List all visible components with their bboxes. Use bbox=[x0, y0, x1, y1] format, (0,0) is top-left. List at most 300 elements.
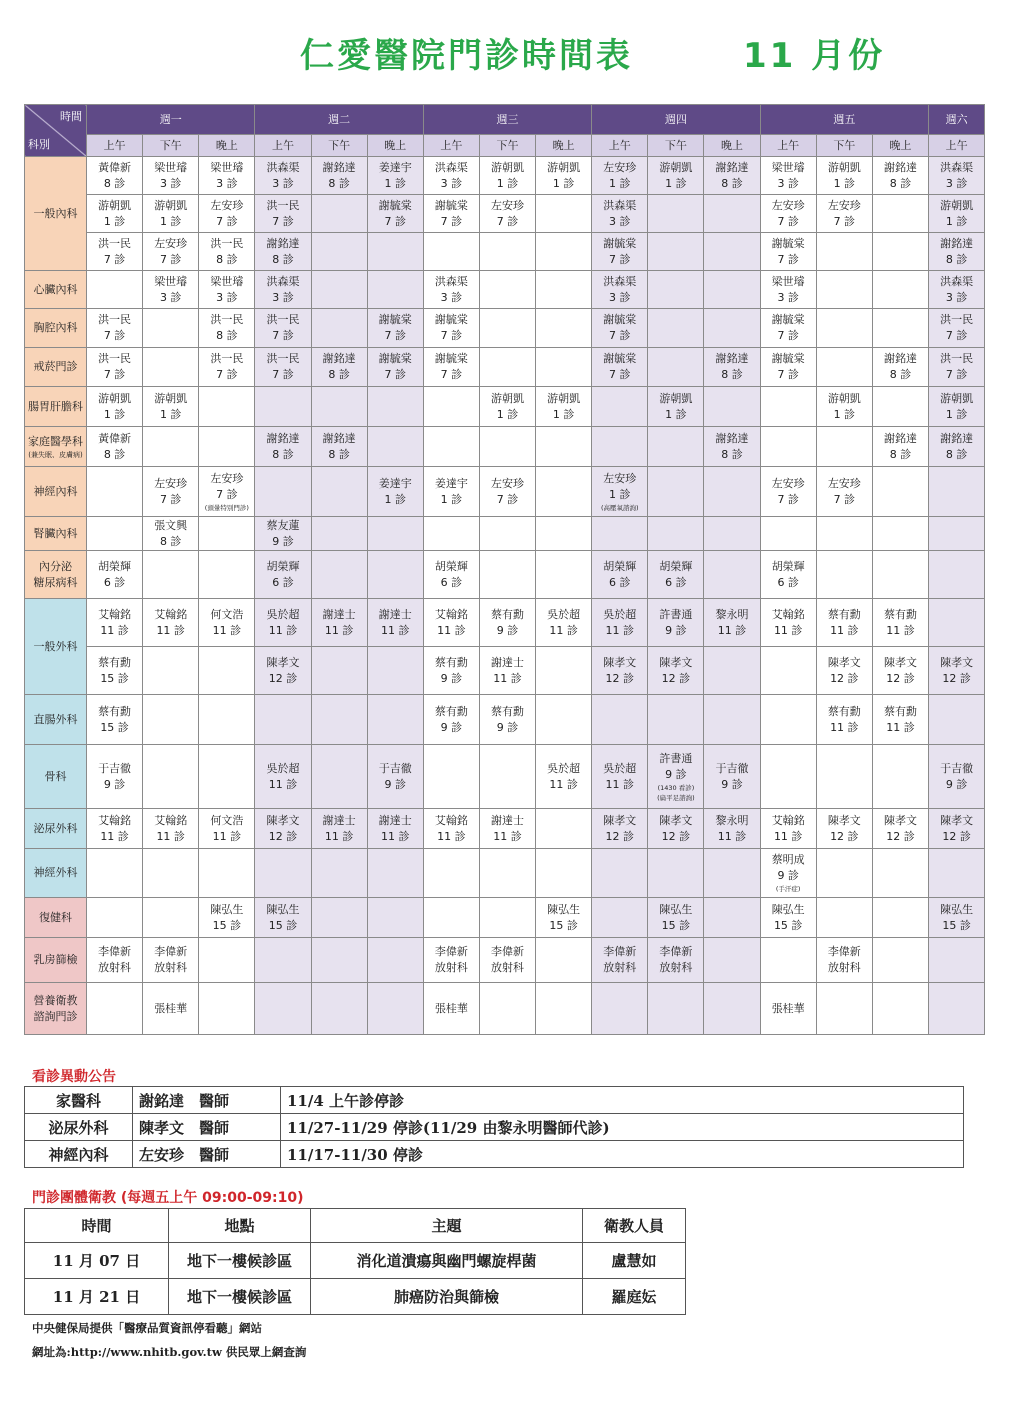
clinic-room: 11 診 bbox=[437, 623, 466, 637]
clinic-room: 1 診 bbox=[496, 407, 519, 421]
clinic-room: 9 診 bbox=[777, 869, 799, 882]
schedule-cell-empty bbox=[704, 647, 760, 695]
schedule-cell bbox=[255, 745, 311, 809]
schedule-cell-empty bbox=[536, 551, 592, 599]
day-header-sat: 週六 bbox=[929, 105, 985, 135]
doctor-name: 游朝凱 bbox=[827, 391, 861, 405]
schedule-cell-empty bbox=[367, 233, 423, 271]
doctor-name: 謝毓棠 bbox=[603, 352, 637, 365]
doctor-name: 謝毓棠 bbox=[434, 313, 468, 326]
clinic-room: 9 診 bbox=[496, 720, 519, 734]
education-staff: 羅庭妘 bbox=[583, 1279, 686, 1315]
schedule-cell-empty bbox=[311, 551, 367, 599]
doctor-name: 梁世璿 bbox=[771, 160, 805, 174]
department-name: 乳房篩檢 bbox=[33, 953, 78, 966]
clinic-room: 7 診 bbox=[777, 329, 799, 342]
clinic-room: 8 診 bbox=[721, 368, 743, 381]
doctor-name: 謝毓棠 bbox=[434, 352, 468, 365]
department-name: 神經內科 bbox=[33, 484, 78, 498]
schedule-row bbox=[25, 983, 985, 1035]
schedule-cell bbox=[704, 427, 760, 467]
clinic-room: 3 診 bbox=[159, 290, 182, 304]
doctor-name: 梁世璿 bbox=[154, 274, 188, 288]
schedule-cell bbox=[423, 348, 479, 387]
clinic-room: 11 診 bbox=[100, 829, 129, 843]
clinic-room: 放射科 bbox=[603, 961, 637, 974]
clinic-room: 9 診 bbox=[665, 767, 687, 781]
doctor-name: 左安珍 bbox=[491, 198, 524, 212]
schedule-cell-empty bbox=[311, 938, 367, 983]
doctor-name: 謝毓棠 bbox=[603, 313, 637, 326]
schedule-cell-empty bbox=[648, 348, 704, 387]
clinic-room: 3 診 bbox=[945, 176, 968, 190]
schedule-cell-empty bbox=[872, 551, 928, 599]
schedule-cell bbox=[760, 599, 816, 647]
clinic-room: 11 診 bbox=[830, 623, 859, 637]
schedule-body bbox=[25, 157, 985, 1035]
doctor-name: 謝達士 bbox=[378, 607, 412, 621]
doctor-name: 謝達士 bbox=[491, 813, 524, 827]
department-name: 家庭醫學科 bbox=[28, 434, 83, 448]
slot-header: 下午 bbox=[143, 135, 199, 157]
clinic-room: 9 診 bbox=[272, 534, 294, 548]
schedule-cell-empty bbox=[929, 517, 985, 551]
doctor-name: 謝銘達 bbox=[266, 236, 300, 250]
schedule-cell-empty bbox=[311, 387, 367, 427]
schedule-cell bbox=[872, 157, 928, 195]
schedule-cell bbox=[816, 809, 872, 849]
clinic-room: 7 診 bbox=[440, 214, 463, 228]
slot-header: 上午 bbox=[592, 135, 648, 157]
clinic-room: 6 診 bbox=[665, 575, 687, 589]
schedule-cell-empty bbox=[143, 849, 199, 898]
schedule-cell bbox=[367, 599, 423, 647]
education-header-time: 時間 bbox=[25, 1209, 169, 1243]
education-table bbox=[24, 1208, 686, 1315]
clinic-room: 1 診 bbox=[945, 214, 968, 228]
doctor-name: 張桂華 bbox=[434, 1001, 468, 1015]
schedule-cell bbox=[423, 157, 479, 195]
department-label bbox=[25, 348, 87, 387]
schedule-cell-empty bbox=[311, 233, 367, 271]
schedule-cell bbox=[311, 157, 367, 195]
doctor-name: 許書通 bbox=[659, 751, 693, 765]
department-name: 胸腔內科 bbox=[33, 321, 78, 334]
clinic-room: 12 診 bbox=[605, 671, 635, 685]
schedule-cell-empty bbox=[536, 983, 592, 1035]
doctor-name: 左安珍 bbox=[827, 198, 861, 212]
schedule-cell-empty bbox=[929, 849, 985, 898]
schedule-cell bbox=[872, 809, 928, 849]
doctor-name: 于吉徹 bbox=[98, 761, 132, 775]
schedule-cell-empty bbox=[479, 983, 535, 1035]
doctor-name: 姜達宇 bbox=[378, 160, 412, 174]
slot-header: 晚上 bbox=[199, 135, 255, 157]
clinic-room: 7 診 bbox=[103, 329, 126, 342]
clinic-room: 11 診 bbox=[324, 829, 354, 843]
schedule-cell bbox=[760, 195, 816, 233]
schedule-cell-empty bbox=[536, 695, 592, 745]
education-header-topic: 主題 bbox=[311, 1209, 583, 1243]
clinic-room: 7 診 bbox=[159, 492, 182, 506]
department-name: 神經外科 bbox=[33, 866, 78, 879]
schedule-cell bbox=[760, 348, 816, 387]
schedule-cell bbox=[816, 647, 872, 695]
clinic-room: 1 診 bbox=[384, 492, 406, 506]
notice-row bbox=[25, 1114, 964, 1141]
department-label bbox=[25, 983, 87, 1035]
schedule-cell bbox=[929, 387, 985, 427]
schedule-row bbox=[25, 467, 985, 517]
schedule-cell bbox=[760, 898, 816, 938]
schedule-cell-empty bbox=[87, 271, 143, 309]
clinic-room: 1 診 bbox=[159, 407, 182, 421]
clinic-room: 8 診 bbox=[159, 534, 182, 548]
schedule-cell-empty bbox=[592, 427, 648, 467]
schedule-cell bbox=[255, 809, 311, 849]
schedule-cell-empty bbox=[367, 647, 423, 695]
schedule-cell-empty bbox=[367, 898, 423, 938]
schedule-cell-empty bbox=[760, 517, 816, 551]
schedule-cell-empty bbox=[648, 983, 704, 1035]
schedule-cell bbox=[143, 983, 199, 1035]
department-label bbox=[25, 809, 87, 849]
schedule-cell-empty bbox=[536, 809, 592, 849]
schedule-cell-empty bbox=[929, 938, 985, 983]
education-staff: 盧慧如 bbox=[583, 1243, 686, 1279]
clinic-room: 3 診 bbox=[272, 290, 294, 304]
schedule-cell bbox=[479, 695, 535, 745]
schedule-cell bbox=[367, 809, 423, 849]
schedule-cell bbox=[479, 467, 535, 517]
schedule-cell bbox=[536, 599, 592, 647]
schedule-cell-empty bbox=[536, 849, 592, 898]
clinic-room: 1 診 bbox=[833, 176, 856, 190]
schedule-cell bbox=[704, 599, 760, 647]
schedule-cell bbox=[929, 271, 985, 309]
doctor-name: 左安珍 bbox=[154, 476, 188, 490]
schedule-cell bbox=[929, 157, 985, 195]
clinic-room: 放射科 bbox=[491, 961, 524, 974]
doctor-name: 艾翰銘 bbox=[434, 607, 468, 621]
schedule-cell-empty bbox=[423, 387, 479, 427]
doctor-name: 李偉新 bbox=[434, 945, 468, 958]
schedule-cell-empty bbox=[648, 233, 704, 271]
doctor-name: 胡榮輝 bbox=[266, 559, 300, 573]
doctor-name: 蔡友蓮 bbox=[266, 518, 300, 532]
clinic-room: 7 診 bbox=[609, 252, 631, 266]
doctor-name: 黃偉新 bbox=[98, 160, 132, 174]
doctor-name: 陳弘生 bbox=[771, 902, 805, 916]
schedule-cell bbox=[87, 745, 143, 809]
clinic-room: 11 診 bbox=[605, 777, 635, 791]
clinic-room: 3 診 bbox=[440, 176, 463, 190]
clinic-room: 放射科 bbox=[827, 961, 861, 974]
schedule-cell-empty bbox=[760, 938, 816, 983]
doctor-name: 洪森渠 bbox=[603, 198, 637, 212]
doctor-name: 謝毓棠 bbox=[603, 236, 637, 250]
doctor-name: 游朝凱 bbox=[98, 198, 132, 212]
clinic-room: 9 診 bbox=[496, 623, 519, 637]
clinic-room: 11 診 bbox=[380, 829, 410, 843]
clinic-room: 1 診 bbox=[440, 492, 463, 506]
schedule-cell-empty bbox=[143, 348, 199, 387]
schedule-cell bbox=[536, 898, 592, 938]
doctor-name: 何文浩 bbox=[210, 607, 244, 621]
doctor-name: 艾翰銘 bbox=[771, 813, 805, 827]
schedule-row bbox=[25, 387, 985, 427]
clinic-room: 3 診 bbox=[609, 290, 631, 304]
clinic-room: 12 診 bbox=[886, 829, 915, 843]
schedule-cell-empty bbox=[199, 849, 255, 898]
schedule-cell-empty bbox=[704, 849, 760, 898]
doctor-name: 游朝凱 bbox=[547, 391, 581, 405]
schedule-cell bbox=[592, 599, 648, 647]
doctor-name: 陳孝文 bbox=[266, 813, 300, 827]
schedule-cell-empty bbox=[479, 309, 535, 348]
schedule-cell-empty bbox=[367, 983, 423, 1035]
department-label bbox=[25, 599, 87, 695]
schedule-cell bbox=[592, 195, 648, 233]
slot-header: 上午 bbox=[87, 135, 143, 157]
clinic-room: 11 診 bbox=[324, 623, 354, 637]
schedule-cell bbox=[929, 427, 985, 467]
schedule-cell-empty bbox=[423, 427, 479, 467]
clinic-room: 7 診 bbox=[384, 329, 406, 342]
clinic-room: 11 診 bbox=[549, 777, 578, 791]
doctor-name: 謝銘達 bbox=[940, 431, 974, 445]
department-label bbox=[25, 309, 87, 348]
schedule-cell-empty bbox=[872, 898, 928, 938]
schedule-cell bbox=[648, 157, 704, 195]
schedule-cell-empty bbox=[311, 983, 367, 1035]
doctor-name: 陳孝文 bbox=[603, 655, 637, 669]
schedule-cell-empty bbox=[704, 387, 760, 427]
clinic-room: 11 診 bbox=[100, 623, 129, 637]
doctor-name: 謝達士 bbox=[378, 813, 412, 827]
doctor-name: 左安珍 bbox=[210, 471, 244, 485]
schedule-cell-empty bbox=[929, 467, 985, 517]
doctor-name: 洪森渠 bbox=[266, 160, 300, 174]
schedule-cell-empty bbox=[704, 938, 760, 983]
doctor-name: 謝銘達 bbox=[322, 431, 356, 445]
schedule-cell-empty bbox=[536, 467, 592, 517]
schedule-cell-empty bbox=[648, 517, 704, 551]
schedule-cell-empty bbox=[872, 271, 928, 309]
schedule-cell-empty bbox=[872, 517, 928, 551]
schedule-cell-empty bbox=[704, 517, 760, 551]
schedule-cell bbox=[592, 467, 648, 517]
schedule-cell bbox=[143, 809, 199, 849]
schedule-cell bbox=[929, 195, 985, 233]
schedule-cell-empty bbox=[704, 551, 760, 599]
doctor-name: 謝銘達 bbox=[883, 431, 917, 445]
doctor-name: 謝銘達 bbox=[322, 160, 356, 174]
schedule-cell bbox=[87, 599, 143, 647]
schedule-cell-empty bbox=[536, 309, 592, 348]
schedule-row bbox=[25, 427, 985, 467]
schedule-cell bbox=[423, 695, 479, 745]
department-label bbox=[25, 695, 87, 745]
clinic-room: 7 診 bbox=[777, 214, 799, 228]
schedule-cell-empty bbox=[367, 271, 423, 309]
schedule-cell-empty bbox=[143, 898, 199, 938]
clinic-room: 12 診 bbox=[661, 671, 691, 685]
schedule-cell bbox=[592, 271, 648, 309]
schedule-cell-empty bbox=[592, 983, 648, 1035]
doctor-name: 謝毓棠 bbox=[771, 236, 805, 250]
clinic-room: 放射科 bbox=[154, 961, 188, 974]
clinic-room: 3 診 bbox=[216, 176, 238, 190]
schedule-cell-empty bbox=[479, 745, 535, 809]
doctor-name: 陳弘生 bbox=[940, 902, 974, 916]
schedule-cell bbox=[929, 348, 985, 387]
schedule-cell-empty bbox=[255, 849, 311, 898]
doctor-name: 陳孝文 bbox=[883, 813, 917, 827]
schedule-cell bbox=[592, 745, 648, 809]
clinic-room: 11 診 bbox=[886, 720, 915, 734]
doctor-name: 張桂華 bbox=[154, 1001, 188, 1015]
clinic-room: 8 診 bbox=[889, 176, 912, 190]
schedule-cell-empty bbox=[872, 467, 928, 517]
clinic-room: 12 診 bbox=[605, 829, 635, 843]
clinic-room: 9 診 bbox=[440, 720, 463, 734]
doctor-name: 陳孝文 bbox=[883, 655, 917, 669]
clinic-room: 8 診 bbox=[889, 447, 912, 461]
schedule-cell bbox=[479, 195, 535, 233]
slot-header: 上午 bbox=[929, 135, 985, 157]
schedule-cell-empty bbox=[311, 745, 367, 809]
clinic-room: 6 診 bbox=[777, 575, 799, 589]
clinic-room: 1 診 bbox=[384, 176, 406, 190]
schedule-cell bbox=[255, 517, 311, 551]
notice-dept: 泌尿外科 bbox=[25, 1114, 133, 1141]
department-name: 泌尿外科 bbox=[33, 821, 78, 835]
doctor-name: 蔡有勳 bbox=[883, 607, 917, 621]
schedule-cell bbox=[648, 599, 704, 647]
education-row bbox=[25, 1243, 686, 1279]
schedule-cell bbox=[648, 387, 704, 427]
clinic-room: 7 診 bbox=[103, 368, 126, 381]
doctor-name: 游朝凱 bbox=[940, 198, 974, 212]
doctor-name: 蔡有勳 bbox=[883, 704, 917, 718]
schedule-cell-empty bbox=[816, 551, 872, 599]
clinic-room: 1 診 bbox=[833, 407, 856, 421]
schedule-cell-empty bbox=[87, 849, 143, 898]
schedule-cell bbox=[648, 898, 704, 938]
doctor-name: 蔡有勳 bbox=[434, 655, 468, 669]
doctor-name: 陳孝文 bbox=[940, 655, 974, 669]
clinic-room: 12 診 bbox=[830, 829, 859, 843]
schedule-cell bbox=[816, 695, 872, 745]
department-name: 一般內科 bbox=[33, 206, 78, 220]
doctor-name: 張桂華 bbox=[771, 1001, 805, 1015]
schedule-cell-empty bbox=[311, 467, 367, 517]
schedule-cell bbox=[816, 467, 872, 517]
notice-doctor: 陳孝文 醫師 bbox=[133, 1114, 281, 1141]
schedule-cell-empty bbox=[816, 983, 872, 1035]
clinic-room: 8 診 bbox=[889, 368, 912, 381]
clinic-room: 7 診 bbox=[216, 487, 238, 501]
clinic-room: 1 診 bbox=[609, 176, 631, 190]
schedule-cell bbox=[479, 938, 535, 983]
clinic-room: 3 診 bbox=[216, 290, 238, 304]
clinic-note: (高壓氧諮詢) bbox=[600, 503, 639, 512]
schedule-row bbox=[25, 599, 985, 647]
doctor-name: 游朝凱 bbox=[154, 198, 188, 212]
schedule-cell bbox=[311, 427, 367, 467]
education-topic: 消化道潰瘍與幽門螺旋桿菌 bbox=[311, 1243, 583, 1279]
schedule-cell bbox=[760, 309, 816, 348]
schedule-cell bbox=[423, 938, 479, 983]
corner-dept-label: 科別 bbox=[28, 138, 50, 151]
schedule-cell-empty bbox=[760, 427, 816, 467]
schedule-cell bbox=[367, 195, 423, 233]
department-name: 營養衛教 bbox=[33, 993, 78, 1007]
doctor-name: 蔡有勳 bbox=[827, 607, 861, 621]
doctor-name: 李偉新 bbox=[98, 945, 132, 958]
doctor-name: 吳於超 bbox=[266, 761, 300, 775]
clinic-room: 12 診 bbox=[942, 829, 971, 843]
doctor-name: 左安珍 bbox=[827, 476, 861, 490]
schedule-cell bbox=[199, 233, 255, 271]
slot-header: 下午 bbox=[479, 135, 535, 157]
education-row bbox=[25, 1279, 686, 1315]
schedule-cell bbox=[816, 157, 872, 195]
clinic-room: 7 診 bbox=[272, 329, 294, 342]
clinic-room: 12 診 bbox=[268, 671, 298, 685]
schedule-cell-empty bbox=[760, 647, 816, 695]
schedule-cell bbox=[143, 157, 199, 195]
schedule-cell bbox=[872, 599, 928, 647]
schedule-cell bbox=[479, 809, 535, 849]
doctor-name: 洪森渠 bbox=[603, 274, 637, 288]
department-name-line2: 糖尿病科 bbox=[33, 575, 78, 589]
schedule-cell bbox=[592, 809, 648, 849]
slot-header: 上午 bbox=[255, 135, 311, 157]
day-header-mon: 週一 bbox=[87, 105, 255, 135]
schedule-cell-empty bbox=[143, 647, 199, 695]
schedule-cell bbox=[87, 647, 143, 695]
schedule-cell bbox=[479, 387, 535, 427]
clinic-room: 1 診 bbox=[609, 487, 631, 501]
education-topic: 肺癌防治與篩檢 bbox=[311, 1279, 583, 1315]
schedule-cell-empty bbox=[704, 983, 760, 1035]
schedule-cell bbox=[872, 348, 928, 387]
doctor-name: 洪森渠 bbox=[940, 274, 974, 288]
notice-row bbox=[25, 1087, 964, 1114]
clinic-room: 12 診 bbox=[886, 671, 915, 685]
schedule-cell bbox=[143, 599, 199, 647]
notice-dept: 神經內科 bbox=[25, 1141, 133, 1168]
day-header-fri: 週五 bbox=[760, 105, 928, 135]
department-name: 心臟內科 bbox=[33, 282, 78, 296]
clinic-room: 7 診 bbox=[440, 368, 463, 381]
notice-detail: 11/4 上午診停診 bbox=[281, 1087, 964, 1114]
doctor-name: 吳於超 bbox=[603, 607, 637, 621]
schedule-cell bbox=[423, 647, 479, 695]
schedule-cell-empty bbox=[199, 983, 255, 1035]
schedule-cell bbox=[760, 849, 816, 898]
doctor-name: 洪一民 bbox=[98, 236, 132, 250]
clinic-room: 1 診 bbox=[552, 176, 575, 190]
schedule-cell-empty bbox=[648, 467, 704, 517]
clinic-room: 11 診 bbox=[773, 623, 803, 637]
doctor-name: 左安珍 bbox=[210, 198, 244, 212]
schedule-cell-empty bbox=[592, 849, 648, 898]
schedule-cell bbox=[423, 551, 479, 599]
schedule-cell bbox=[536, 387, 592, 427]
